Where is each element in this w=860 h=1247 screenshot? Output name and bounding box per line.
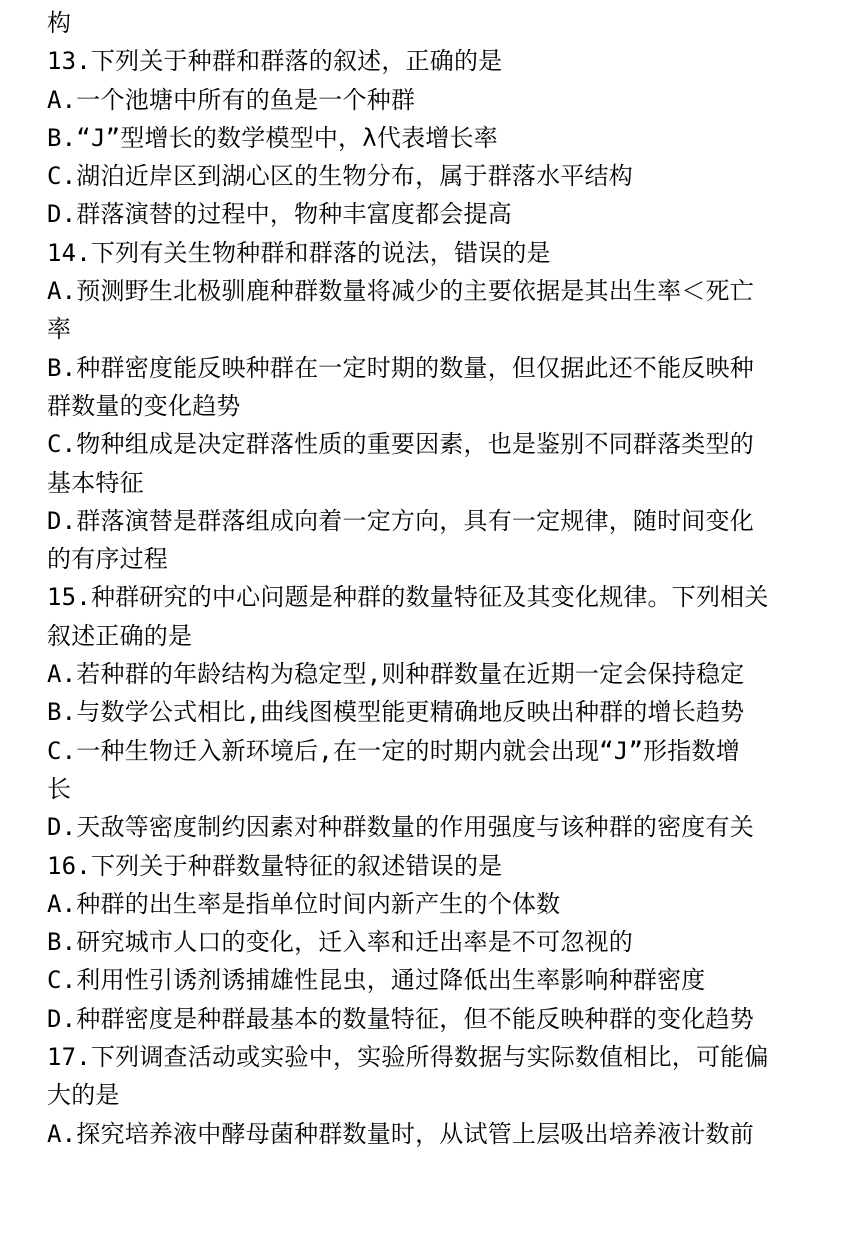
question-16-option-c: C.利用性引诱剂诱捕雄性昆虫，通过降低出生率影响种群密度 [47, 966, 706, 995]
question-17-stem: 17.下列调查活动或实验中，实验所得数据与实际数值相比，可能偏 [47, 1043, 769, 1072]
question-14-option-a: A.预测野生北极驯鹿种群数量将减少的主要依据是其出生率＜死亡 [47, 277, 754, 306]
question-15-option-b: B.与数学公式相比,曲线图模型能更精确地反映出种群的增长趋势 [47, 698, 745, 727]
question-14-stem: 14.下列有关生物种群和群落的说法，错误的是 [47, 238, 551, 267]
text-line: 的有序过程 [47, 545, 168, 574]
question-14-option-b: B.种群密度能反映种群在一定时期的数量，但仅据此还不能反映种 [47, 353, 754, 382]
text-line: 大的是 [47, 1081, 120, 1110]
question-13-stem: 13.下列关于种群和群落的叙述，正确的是 [47, 47, 503, 76]
text-line: 群数量的变化趋势 [47, 391, 241, 420]
question-17-option-a: A.探究培养液中酵母菌种群数量时，从试管上层吸出培养液计数前 [47, 1119, 754, 1148]
question-16-option-b: B.研究城市人口的变化，迁入率和迁出率是不可忽视的 [47, 928, 633, 957]
question-14-option-c: C.物种组成是决定群落性质的重要因素，也是鉴别不同群落类型的 [47, 430, 754, 459]
question-16-option-d: D.种群密度是种群最基本的数量特征，但不能反映种群的变化趋势 [47, 1004, 754, 1033]
question-14-option-d: D.群落演替是群落组成向着一定方向，具有一定规律，随时间变化 [47, 506, 754, 535]
text-line: 长 [47, 774, 72, 803]
question-15-option-c: C.一种生物迁入新环境后,在一定的时期内就会出现“J”形指数增 [47, 736, 740, 765]
question-15-stem: 15.种群研究的中心问题是种群的数量特征及其变化规律。下列相关 [47, 583, 769, 612]
question-13-option-c: C.湖泊近岸区到湖心区的生物分布，属于群落水平结构 [47, 162, 633, 191]
question-13-option-a: A.一个池塘中所有的鱼是一个种群 [47, 85, 416, 114]
text-line: 构 [47, 9, 72, 37]
text-line: 率 [47, 315, 72, 344]
document-page [47, 4, 847, 1153]
question-13-option-d: D.群落演替的过程中，物种丰富度都会提高 [47, 200, 512, 229]
question-15-option-a: A.若种群的年龄结构为稳定型,则种群数量在近期一定会保持稳定 [47, 660, 745, 689]
question-16-stem: 16.下列关于种群数量特征的叙述错误的是 [47, 851, 503, 880]
text-line: 叙述正确的是 [47, 621, 193, 650]
question-13-option-b: B.“J”型增长的数学模型中，λ代表增长率 [47, 123, 498, 152]
question-15-option-d: D.天敌等密度制约因素对种群数量的作用强度与该种群的密度有关 [47, 813, 754, 842]
text-line: 基本特征 [47, 468, 144, 497]
question-16-option-a: A.种群的出生率是指单位时间内新产生的个体数 [47, 889, 561, 918]
